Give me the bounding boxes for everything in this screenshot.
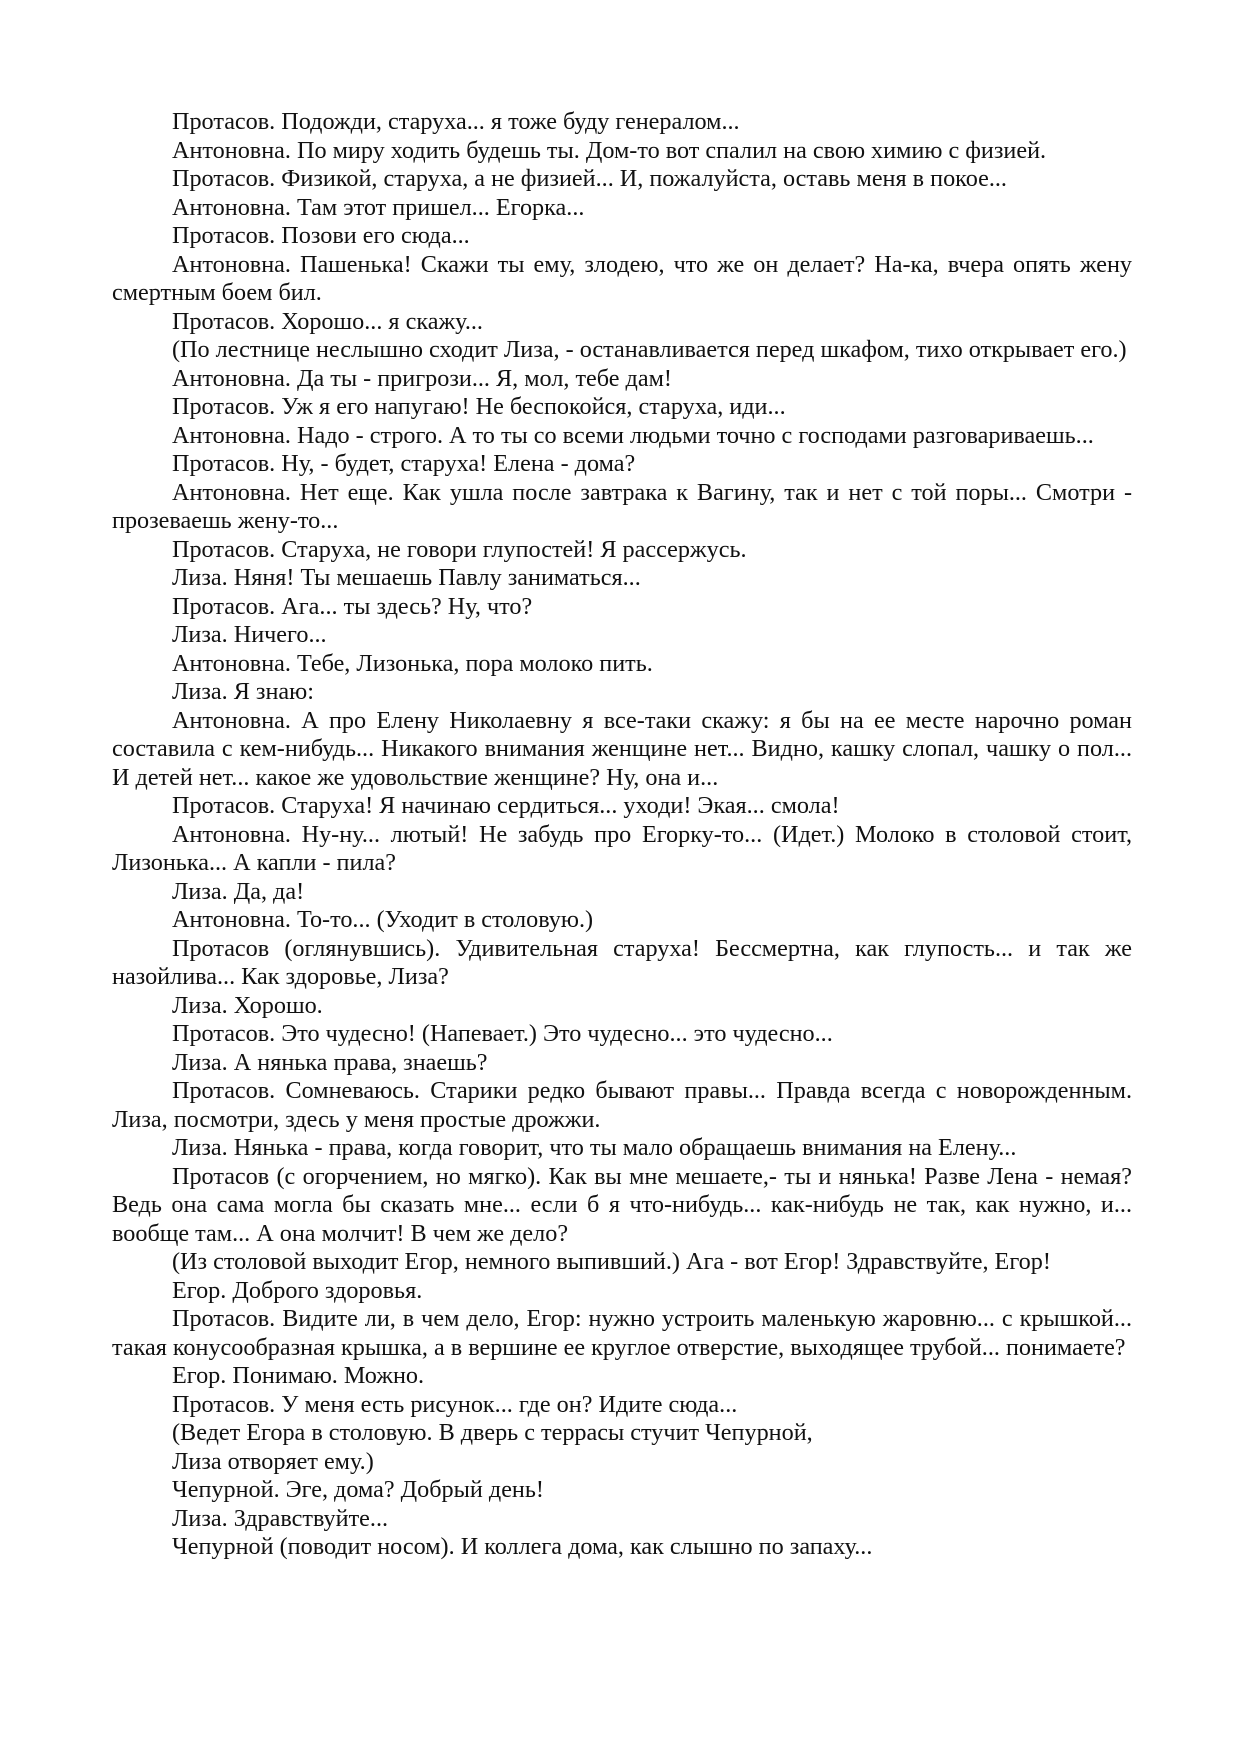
- paragraph: Лиза. Хорошо.: [172, 991, 323, 1019]
- paragraph: Антоновна. Пашенька! Скажи ты ему, злодею, что же он делает? На-ка, вчера опять жену смертным боем бил.: [112, 250, 1132, 306]
- stage-direction: (Из столовой выходит Егор, немного выпивший.) Ага - вот Егор! Здравствуйте, Егор!: [172, 1248, 1051, 1275]
- paragraph: Лиза. Ничего...: [172, 621, 327, 648]
- paragraph: Протасов. Хорошо... я скажу...: [172, 307, 483, 335]
- stage-direction: (Ведет Егора в столовую. В дверь с террасы стучит Чепурной,: [172, 1419, 813, 1446]
- paragraph: Лиза. Здравствуйте...: [172, 1504, 389, 1532]
- paragraph: Антоновна. По миру ходить будешь ты. Дом-то вот спалил на свою химию с физией.: [172, 136, 1047, 164]
- paragraph: Протасов. Подожди, старуха... я тоже буду генералом...: [172, 108, 740, 135]
- paragraph: Чепурной. Эге, дома? Добрый день!: [172, 1476, 544, 1503]
- paragraph: Чепурной (поводит носом). И коллега дома, как слышно по запаху...: [172, 1533, 873, 1560]
- paragraph: Лиза. Я знаю:: [172, 678, 314, 705]
- paragraph: Антоновна. Да ты - пригрози... Я, мол, тебе дам!: [172, 364, 672, 392]
- document-page: [112, 108, 1132, 1562]
- paragraph: Антоновна. Тебе, Лизонька, пора молоко пить.: [172, 649, 653, 677]
- paragraph: Лиза. А нянька права, знаешь?: [172, 1048, 488, 1076]
- paragraph: Лиза. Нянька - права, когда говорит, что ты мало обращаешь внимания на Елену...: [172, 1134, 1017, 1161]
- paragraph: Протасов. Физикой, старуха, а не физией... И, пожалуйста, оставь меня в покое...: [172, 165, 1007, 192]
- paragraph: Егор. Доброго здоровья.: [172, 1276, 423, 1304]
- paragraph: Антоновна. А про Елену Николаевну я все-таки скажу: я бы на ее месте нарочно роман составила с кем-нибудь... Никакого внимания женщине нет... Видно, кашку слопал, чашку о пол... И детей нет... какое же удовольствие женщине? Ну, она и...: [112, 706, 1132, 791]
- stage-direction: Лиза отворяет ему.): [172, 1447, 374, 1475]
- paragraph: Антоновна. Там этот пришел... Егорка...: [172, 193, 585, 221]
- paragraph: Протасов. Уж я его напугаю! Не беспокойся, старуха, иди...: [172, 393, 786, 420]
- paragraph: Протасов. Позови его сюда...: [172, 222, 470, 249]
- paragraph: Протасов. Старуха! Я начинаю сердиться... уходи! Экая... смола!: [172, 792, 840, 819]
- paragraph: Протасов. Видите ли, в чем дело, Егор: нужно устроить маленькую жаровню... с крышкой... такая конусообразная крышка, а в вершине ее круглое отверстие, выходящее трубой... понимаете?: [112, 1305, 1132, 1361]
- paragraph: Протасов. Старуха, не говори глупостей! Я рассержусь.: [172, 535, 747, 563]
- stage-direction: (По лестнице неслышно сходит Лиза, - останавливается перед шкафом, тихо открывает его.): [172, 336, 1127, 363]
- paragraph: Антоновна. Нет еще. Как ушла после завтрака к Вагину, так и нет с той поры... Смотри - прозеваешь жену-то...: [112, 478, 1132, 534]
- paragraph: Лиза. Няня! Ты мешаешь Павлу заниматься...: [172, 564, 641, 591]
- paragraph: Протасов. Ага... ты здесь? Ну, что?: [172, 592, 533, 620]
- paragraph: Протасов. Сомневаюсь. Старики редко бывают правы... Правда всегда с новорожденным. Лиза, посмотри, здесь у меня простые дрожжи.: [112, 1077, 1132, 1133]
- paragraph: Антоновна. То-то... (Уходит в столовую.): [172, 906, 594, 933]
- paragraph: Антоновна. Надо - строго. А то ты со всеми людьми точно с господами разговариваешь...: [172, 421, 1094, 449]
- paragraph: Протасов. Это чудесно! (Напевает.) Это чудесно... это чудесно...: [172, 1020, 833, 1047]
- paragraph: Протасов. Ну, - будет, старуха! Елена - дома?: [172, 450, 636, 477]
- paragraph: Егор. Понимаю. Можно.: [172, 1362, 425, 1389]
- paragraph: Лиза. Да, да!: [172, 877, 305, 905]
- paragraph: Антоновна. Ну-ну... лютый! Не забудь про Егорку-то... (Идет.) Молоко в столовой стоит, Лизонька... А капли - пила?: [112, 820, 1132, 876]
- paragraph: Протасов. У меня есть рисунок... где он? Идите сюда...: [172, 1390, 738, 1418]
- paragraph: Протасов (оглянувшись). Удивительная старуха! Бессмертна, как глупость... и так же назойлива... Как здоровье, Лиза?: [112, 934, 1132, 990]
- paragraph: Протасов (с огорчением, но мягко). Как вы мне мешаете,- ты и нянька! Разве Лена - немая? Ведь она сама могла бы сказать мне... если б я что-нибудь... как-нибудь не так, как нужно, и... вообще там... А она молчит! В чем же дело?: [112, 1162, 1132, 1247]
